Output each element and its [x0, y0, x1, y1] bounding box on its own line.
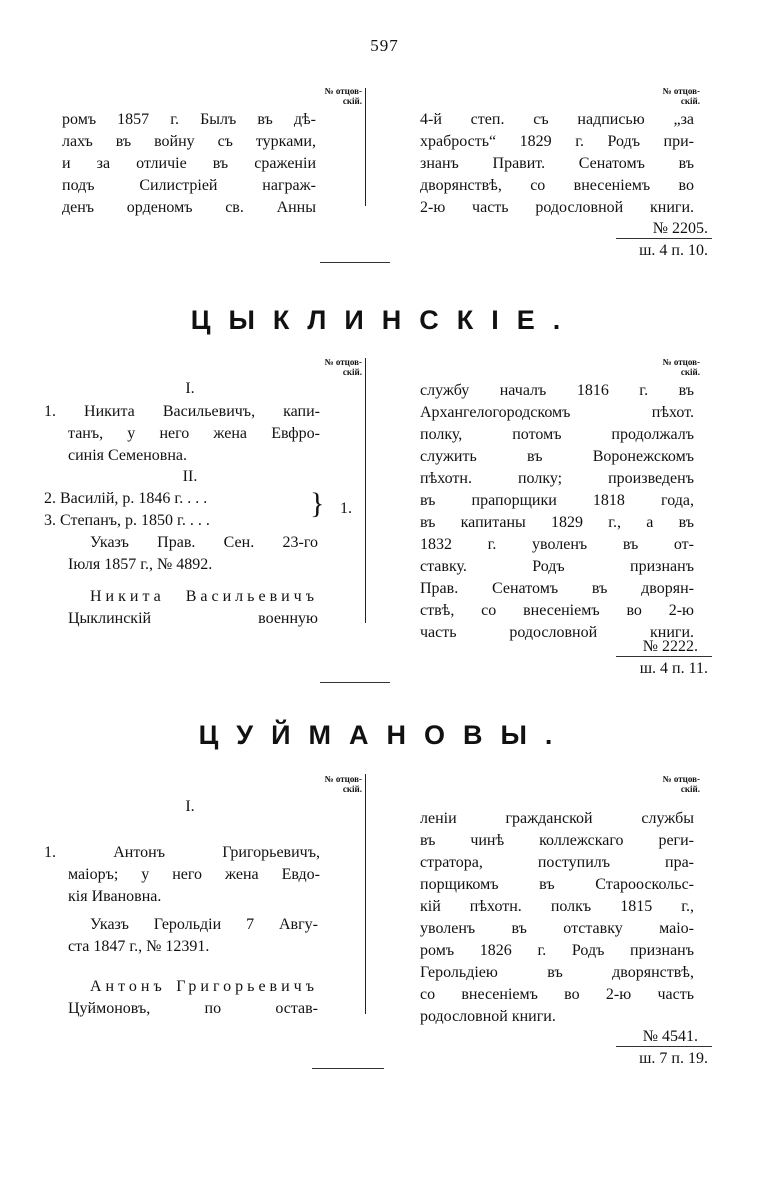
text-line: часть родословной книги. — [420, 624, 694, 641]
text-line: родословной книги. — [420, 1008, 556, 1025]
text-line: въ прапорщики 1818 года, — [420, 492, 694, 509]
left-column-header: № отцов- скій. — [324, 86, 362, 106]
text-line: Никита Васильевичъ — [90, 588, 318, 605]
section-divider — [320, 682, 390, 683]
column-divider — [365, 774, 366, 1014]
record-divider — [616, 238, 712, 239]
generation-marker: I. — [185, 798, 195, 815]
text-line: 4-й степ. съ надписью „за — [420, 111, 694, 128]
decree-text: ста 1847 г., № 12391. — [68, 938, 210, 955]
text-line: ромъ 1857 г. Былъ въ дѣ- — [62, 111, 316, 128]
record-number: № 4541. — [642, 1028, 698, 1045]
text-line: полку, потомъ продолжалъ — [420, 426, 694, 443]
right-column-header: № отцов- скій. — [662, 357, 700, 377]
record-number: № 2205. — [652, 220, 708, 237]
parent-reference: 1. — [340, 500, 352, 517]
arms-reference: ш. 7 п. 19. — [639, 1050, 708, 1067]
text-line: Герольдіею въ дворянствѣ, — [420, 964, 694, 981]
text-line: и за отличіе въ сраженіи — [62, 155, 316, 172]
text-line: лахъ въ войну съ турками, — [62, 133, 316, 150]
text-line: дворянствѣ, со внесеніемъ во — [420, 177, 694, 194]
text-line: Прав. Сенатомъ въ дворян- — [420, 580, 694, 597]
text-line: уволенъ въ отставку маіо- — [420, 920, 694, 937]
text-line: леніи гражданской службы — [420, 810, 694, 827]
text-line: порщикомъ въ Старооскольс- — [420, 876, 694, 893]
arms-reference: ш. 4 п. 11. — [639, 660, 708, 677]
decree-text: Указъ Прав. Сен. 23-го — [90, 534, 318, 551]
decree-text: Іюля 1857 г., № 4892. — [68, 556, 213, 573]
text-line: денъ орденомъ св. Анны — [62, 199, 316, 216]
person-entry: синія Семеновна. — [68, 447, 188, 464]
text-line: ствѣ, со внесеніемъ во 2-ю — [420, 602, 694, 619]
section-divider — [312, 1068, 384, 1069]
text-line: храбрость“ 1829 г. Родъ при- — [420, 133, 694, 150]
record-divider — [616, 656, 712, 657]
text-line: 1832 г. уволенъ въ от- — [420, 536, 694, 553]
left-column-header: № отцов- скій. — [324, 357, 362, 377]
column-divider — [365, 88, 366, 206]
record-divider — [616, 1046, 712, 1047]
generation-marker: II. — [182, 468, 198, 485]
text-line: ромъ 1826 г. Родъ признанъ — [420, 942, 694, 959]
text-line: службу началъ 1816 г. въ — [420, 382, 694, 399]
section-title: ЦЫКЛИНСКІЕ. — [190, 305, 579, 335]
decree-text: Указъ Герольдіи 7 Авгу- — [90, 916, 318, 933]
text-line: служить въ Воронежскомъ — [420, 448, 694, 465]
person-entry: маіоръ; у него жена Евдо- — [68, 866, 320, 883]
text-line: Цуймоновъ, по остав- — [68, 1000, 318, 1017]
section-title: ЦУЙМАНОВЫ. — [198, 720, 571, 750]
page-number: 597 — [370, 36, 399, 55]
person-entry: 3. Степанъ, р. 1850 г. . . . — [44, 512, 210, 529]
person-entry: 2. Василій, р. 1846 г. . . . — [44, 490, 208, 507]
text-line: 2-ю часть родословной книги. — [420, 199, 694, 216]
section-divider — [320, 262, 390, 263]
right-column-header: № отцов- скій. — [662, 86, 700, 106]
right-column-header: № отцов- скій. — [662, 774, 700, 794]
column-divider — [365, 358, 366, 623]
text-line: пѣхотн. полку; произведенъ — [420, 470, 694, 487]
record-number: № 2222. — [642, 638, 698, 655]
text-line: въ капитаны 1829 г., а въ — [420, 514, 694, 531]
arms-reference: ш. 4 п. 10. — [639, 242, 708, 259]
text-line: Цыклинскій военную — [68, 610, 318, 627]
text-line: ставку. Родъ признанъ — [420, 558, 694, 575]
person-entry: 1. Никита Васильевичъ, капи- — [44, 403, 320, 420]
text-line: Антонъ Григорьевичъ — [90, 978, 318, 995]
person-entry: танъ, у него жена Евфро- — [68, 425, 320, 442]
generation-marker: I. — [185, 380, 195, 397]
person-entry: кія Ивановна. — [68, 888, 162, 905]
left-column-header: № отцов- скій. — [324, 774, 362, 794]
text-line: въ чинѣ коллежскаго реги- — [420, 832, 694, 849]
text-line: со внесеніемъ во 2-ю часть — [420, 986, 694, 1003]
text-line: стратора, поступилъ пра- — [420, 854, 694, 871]
text-line: знанъ Правит. Сенатомъ въ — [420, 155, 694, 172]
text-line: подъ Силистріей награж- — [62, 177, 316, 194]
text-line: Архангелогородскомъ пѣхот. — [420, 404, 694, 421]
grouping-brace: } — [310, 487, 325, 520]
person-entry: 1. Антонъ Григорьевичъ, — [44, 844, 320, 861]
text-line: кій пѣхотн. полкъ 1815 г., — [420, 898, 694, 915]
